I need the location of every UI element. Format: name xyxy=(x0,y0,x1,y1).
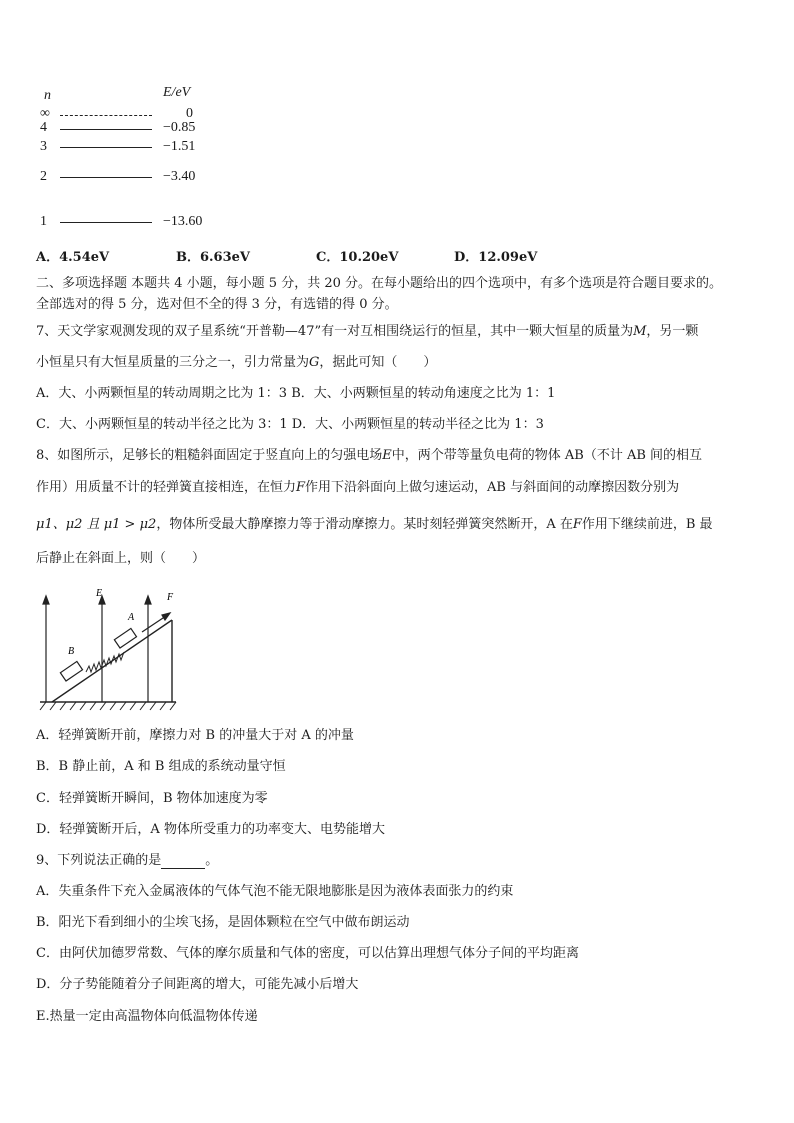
q9-stem-end: 。 xyxy=(205,853,219,868)
q6-option-b: B．6.63eV xyxy=(176,250,251,265)
q7-stem-text-d: ，据此可知（ ） xyxy=(319,355,437,370)
force-arrow xyxy=(142,613,170,632)
figure-label-b: B xyxy=(68,646,75,657)
q8-stem-text-f: 作用下继续前进，B 最 xyxy=(581,517,713,532)
q6-option-a: A．4.54eV xyxy=(36,250,110,265)
q6-option-c: C．10.20eV xyxy=(316,250,399,265)
q8-stem-text-b: 中，两个带等量负电荷的物体 AB（不计 AB 间的相互 xyxy=(391,448,703,463)
figure-label-a: A xyxy=(128,612,135,623)
block-a xyxy=(114,628,136,648)
level-energy-1: −13.60 xyxy=(163,214,203,229)
q7-symbol-g: G xyxy=(309,355,320,370)
q8-stem-text-d: 作用下沿斜面向上做匀速运动，AB 与斜面间的动摩擦因数分别为 xyxy=(305,480,680,495)
spring xyxy=(86,652,124,672)
energy-axis-label: E/eV xyxy=(163,85,191,100)
q9-stem-text: 9、下列说法正确的是 xyxy=(36,853,162,868)
level-n-2: 2 xyxy=(40,169,47,184)
q7-stem-text-a: 7、天文学家观测发现的双子星系统“开普勒—47”有一对互相围绕运行的恒星，其中一颗大恒星的质量为 xyxy=(36,324,634,339)
q9-option-b: B．阳光下看到细小的尘埃飞扬，是固体颗粒在空气中做布朗运动 xyxy=(36,915,410,930)
level-n-4: 4 xyxy=(40,120,47,135)
q7-stem-text-c: 小恒星只有大恒星质量的三分之一，引力常量为 xyxy=(36,355,310,370)
q8-option-d: D．轻弹簧断开后，A 物体所受重力的功率变大、电势能增大 xyxy=(36,822,385,837)
q8-stem-line1 xyxy=(36,448,702,464)
level-n-infinity: ∞ xyxy=(40,106,50,121)
level-energy-4: −0.85 xyxy=(163,120,196,135)
q7-stem-line2 xyxy=(36,355,436,371)
q8-option-b: B．B 静止前，A 和 B 组成的系统动量守恒 xyxy=(36,759,286,774)
q8-stem-line2 xyxy=(36,480,679,496)
q8-option-c: C．轻弹簧断开瞬间，B 物体加速度为零 xyxy=(36,791,268,806)
level-line-1 xyxy=(60,222,152,223)
level-line-4 xyxy=(60,129,152,130)
ground-hatching xyxy=(40,702,176,710)
q8-option-a: A．轻弹簧断开前，摩擦力对 B 的冲量大于对 A 的冲量 xyxy=(36,728,354,743)
q8-symbol-f: F xyxy=(296,480,306,495)
section2-heading-line2: 全部选对的得 5 分，选对但不全的得 3 分，有选错的得 0 分。 xyxy=(36,297,398,312)
figure-label-e: E xyxy=(96,588,103,599)
q9-option-c: C．由阿伏加德罗常数、气体的摩尔质量和气体的密度，可以估算出理想气体分子间的平均距离 xyxy=(36,946,579,961)
q8-symbol-e: E xyxy=(382,448,392,463)
figure-label-f: F xyxy=(167,592,174,603)
q9-option-d: D．分子势能随着分子间距离的增大，可能先减小后增大 xyxy=(36,977,359,992)
n-axis-label: n xyxy=(44,88,51,103)
level-n-3: 3 xyxy=(40,139,47,154)
q8-stem-line4: 后静止在斜面上，则（ ） xyxy=(36,551,206,566)
q8-symbol-f2: F xyxy=(572,517,582,532)
q8-stem-line3 xyxy=(36,517,713,533)
field-lines xyxy=(43,596,151,702)
level-energy-3: −1.51 xyxy=(163,139,196,154)
q9-option-a: A．失重条件下充入金属液体的气体气泡不能无限地膨胀是因为液体表面张力的约束 xyxy=(36,884,514,899)
q8-mu-relation: μ1、μ2 且 μ1 > μ2 xyxy=(36,517,157,532)
q9-option-e: E.热量一定由高温物体向低温物体传递 xyxy=(36,1009,258,1024)
q7-stem-text-b: ，另一颗 xyxy=(646,324,699,339)
q7-options-ab: A．大、小两颗恒星的转动周期之比为 1：3 B．大、小两颗恒星的转动角速度之比为 1：1 xyxy=(36,386,556,401)
level-line-2 xyxy=(60,177,152,178)
q6-option-d: D．12.09eV xyxy=(454,250,538,265)
q8-stem-text-a: 8、如图所示，足够长的粗糙斜面固定于竖直向上的匀强电场 xyxy=(36,448,383,463)
q8-stem-text-c: 作用）用质量不计的轻弹簧直接相连，在恒力 xyxy=(36,480,297,495)
q7-options-cd: C．大、小两颗恒星的转动半径之比为 3：1 D．大、小两颗恒星的转动半径之比为 1：3 xyxy=(36,417,544,432)
q7-symbol-m: M xyxy=(633,324,647,339)
q7-stem-line1 xyxy=(36,324,698,340)
q9-stem xyxy=(36,853,218,869)
block-b xyxy=(60,661,82,681)
section2-heading-line1: 二、多项选择题 本题共 4 小题，每小题 5 分，共 20 分。在每小题给出的四个选项中，有多个选项是符合题目要求的。 xyxy=(36,276,723,291)
q8-stem-text-e: ，物体所受最大静摩擦力等于滑动摩擦力。某时刻轻弹簧突然断开，A 在 xyxy=(156,517,573,532)
answer-blank xyxy=(161,855,205,869)
level-n-1: 1 xyxy=(40,214,47,229)
level-line-infinity xyxy=(60,115,152,116)
level-line-3 xyxy=(60,147,152,148)
level-energy-2: −3.40 xyxy=(163,169,196,184)
level-energy-infinity: 0 xyxy=(186,106,193,121)
q8-incline-figure xyxy=(36,586,196,714)
